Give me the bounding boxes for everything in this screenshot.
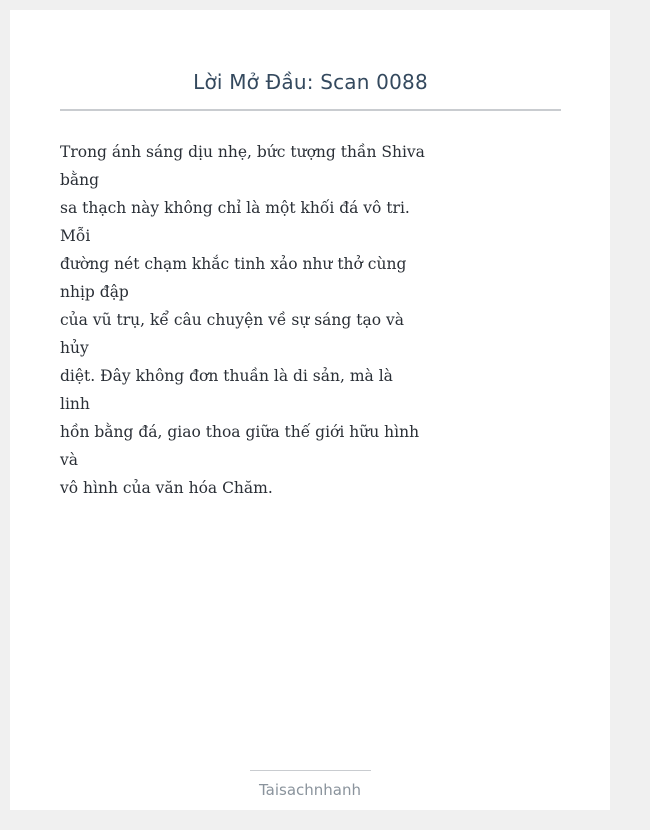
title-divider	[60, 109, 561, 111]
body-line: diệt. Đây không đơn thuần là di sản, mà là	[60, 367, 393, 385]
body-line: Trong ánh sáng dịu nhẹ, bức tượng thần Shiva	[60, 143, 425, 161]
body-line: của vũ trụ, kể câu chuyện về sự sáng tạo và	[60, 311, 404, 329]
page-title: Lời Mở Đầu: Scan 0088	[193, 70, 428, 94]
document-page	[10, 10, 610, 810]
body-line: bằng	[60, 171, 100, 189]
body-line: vô hình của văn hóa Chăm.	[60, 479, 273, 497]
body-line: hồn bằng đá, giao thoa giữa thế giới hữu hình	[60, 423, 420, 441]
body-line: đường nét chạm khắc tinh xảo như thở cùng	[60, 255, 407, 273]
body-line: Mỗi	[60, 227, 91, 245]
body-text	[60, 138, 425, 502]
body-line: hủy	[60, 339, 89, 357]
body-line: sa thạch này không chỉ là một khối đá vô tri.	[60, 199, 410, 217]
body-line: nhịp đập	[60, 283, 129, 301]
footer-divider	[250, 770, 371, 771]
body-line: và	[60, 451, 78, 469]
body-line: linh	[60, 395, 90, 413]
footer-source: Taisachnhanh	[258, 781, 362, 799]
